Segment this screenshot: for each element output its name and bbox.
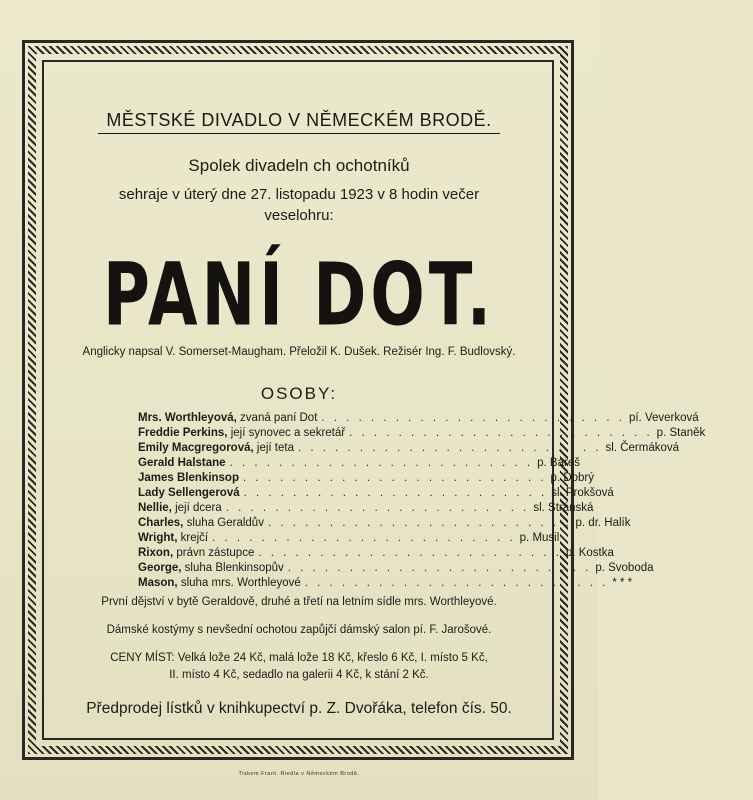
character-role: zvaná paní Dot <box>240 412 318 424</box>
cast-row <box>138 547 614 562</box>
character-name: Lady Sellengerová <box>138 487 240 499</box>
cast-list <box>138 412 706 592</box>
actor-name: p. dr. Halík <box>575 517 631 529</box>
character-name: Emily Macgregorová, <box>138 442 254 454</box>
performance-date: sehraje v úterý dne 27. listopadu 1923 v 8 hodin večer <box>118 186 480 203</box>
leader-dots: . . . . . . . . . . . . . . . . . . . . . . . . . <box>229 457 534 469</box>
actor-name: p. Dobrý <box>550 472 595 484</box>
cast-row <box>138 427 706 442</box>
leader-dots: . . . . . . . . . . . . . . . . . . . . . . . . . <box>304 577 609 589</box>
actor-name: p. Staněk <box>656 427 706 439</box>
character-role: její teta <box>256 442 294 454</box>
printer-imprint: Tiskem Frant. Riedla v Německém Brodě. <box>238 771 360 777</box>
society-name: Spolek divadeln ch ochotníků <box>188 156 410 175</box>
character-name: Mrs. Worthleyová, <box>138 412 237 424</box>
cast-row <box>138 517 631 532</box>
presale-info: Předprodej lístků v knihkupectví p. Z. Dvořáka, telefon čís. 50. <box>86 700 512 717</box>
cast-row <box>138 577 633 592</box>
actor-name: p. Bareš <box>537 457 580 469</box>
actor-name: sl. Prokšová <box>551 487 614 499</box>
character-role: její synovec a sekretář <box>230 427 346 439</box>
cast-row <box>138 487 614 502</box>
leader-dots: . . . . . . . . . . . . . . . . . . . . . . . . . <box>321 412 625 424</box>
play-title: PANÍ DOT. <box>103 246 495 346</box>
actor-name: * * * <box>612 577 633 589</box>
character-role: krejčí <box>180 532 209 544</box>
cast-row <box>138 442 680 457</box>
character-name: Wright, <box>138 532 178 544</box>
leader-dots: . . . . . . . . . . . . . . . . . . . . . . . . . <box>258 547 562 559</box>
ticket-prices <box>56 650 542 684</box>
leader-dots: . . . . . . . . . . . . . . . . . . . . . . . . . <box>349 427 653 439</box>
poster-content <box>56 100 706 718</box>
cast-row <box>138 412 699 427</box>
leader-dots: . . . . . . . . . . . . . . . . . . . . . . . . . <box>243 487 548 499</box>
leader-dots: . . . . . . . . . . . . . . . . . . . . . . . . . <box>225 502 530 514</box>
character-name: Freddie Perkins, <box>138 427 228 439</box>
character-name: Nellie, <box>138 502 172 514</box>
character-name: Charles, <box>138 517 184 529</box>
credits: Anglicky napsal V. Somerset-Maugham. Přeložil K. Dušek. Režisér Ing. F. Budlovský. <box>82 346 516 358</box>
prices-line-1: CENY MÍST: Velká lože 24 Kč, malá lože 18 Kč, křeslo 6 Kč, I. místo 5 Kč, <box>110 652 488 664</box>
acts-setting: První dějství v bytě Geraldově, druhé a třetí na letním sídle mrs. Worthleyové. <box>101 596 497 608</box>
character-role: právn zástupce <box>176 547 255 559</box>
character-role: její dcera <box>175 502 222 514</box>
cast-row <box>138 502 594 517</box>
leader-dots: . . . . . . . . . . . . . . . . . . . . . . . . . <box>242 472 547 484</box>
character-name: Mason, <box>138 577 178 589</box>
actor-name: sl. Stránská <box>533 502 594 514</box>
cast-row <box>138 532 560 547</box>
cast-row <box>138 562 654 577</box>
cast-row <box>138 472 595 487</box>
leader-dots: . . . . . . . . . . . . . . . . . . . . . . . . . <box>297 442 602 454</box>
character-name: James Blenkinsop <box>138 472 239 484</box>
actor-name: p. Kostka <box>565 547 614 559</box>
actor-name: sl. Čermáková <box>605 442 680 454</box>
leader-dots: . . . . . . . . . . . . . . . . . . . . . . . . . <box>267 517 572 529</box>
cast-heading: OSOBY: <box>260 384 338 403</box>
character-role: sluha Blenkinsopův <box>184 562 284 574</box>
character-name: Rixon, <box>138 547 174 559</box>
theatre-name: MĚSTSKÉ DIVADLO V NĚMECKÉM BRODĚ. <box>98 110 499 134</box>
actor-name: pí. Veverková <box>628 412 699 424</box>
prices-line-2: II. místo 4 Kč, sedadlo na galerii 4 Kč, k stání 2 Kč. <box>169 669 429 681</box>
leader-dots: . . . . . . . . . . . . . . . . . . . . . . . . . <box>287 562 592 574</box>
actor-name: p. Svoboda <box>595 562 654 574</box>
actor-name: p. Musil <box>519 532 560 544</box>
character-name: Gerald Halstane <box>138 457 226 469</box>
leader-dots: . . . . . . . . . . . . . . . . . . . . . . . . . <box>212 532 516 544</box>
costumes-note: Dámské kostýmy s nevšední ochotou zapůjčí dámský salon pí. F. Jarošové. <box>106 624 492 636</box>
genre: veselohru: <box>264 207 334 224</box>
character-role: sluha mrs. Worthleyové <box>180 577 301 589</box>
character-name: George, <box>138 562 182 574</box>
character-role: sluha Geraldův <box>186 517 264 529</box>
cast-row <box>138 457 580 472</box>
